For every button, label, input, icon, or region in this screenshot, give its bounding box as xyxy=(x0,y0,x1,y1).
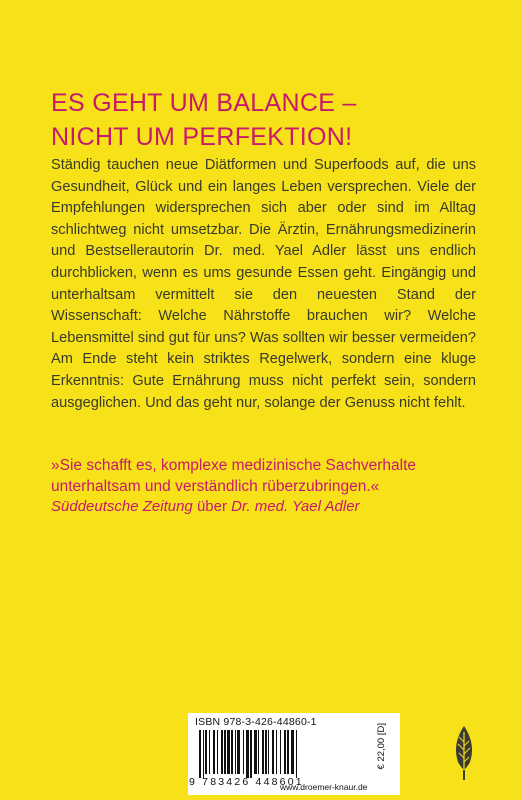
blurb-text: Ständig tauchen neue Diätformen und Superfoods auf, die uns Gesundheit, Glück und ein langes Leben versprechen. Viele der Empfehlungen widersprechen sich aber oder sind im Alltag schlichtweg nicht umsetzbar. Die Ärztin, Ernährungsmedizinerin und Bestsellerautorin Dr. med. Yael Adler lässt uns endlich durchblicken, wenn es ums gesunde Essen geht. Eingängig und unterhaltsam vermittelt sie den neuesten Stand der Wissenschaft: Welche Nährstoffe brauchen wir? Welche Lebensmittel sind gut für uns? Was sollten wir besser vermeiden? Am Ende steht kein striktes Regelwerk, sondern eine kluge Erkenntnis: Gute Ernährung muss nicht perfekt sein, sondern ausgeglichen. Und das geht nur, solange der Genuss nicht fehlt. xyxy=(51,157,476,411)
quote-line-1: »Sie schafft es, komplexe medizinische Sachverhalte xyxy=(51,457,417,474)
barcode-bar xyxy=(276,730,277,774)
barcode-bar xyxy=(262,730,264,774)
ean-first-digit: 9 xyxy=(189,776,198,788)
publisher-url: www.droemer-knaur.de xyxy=(280,782,368,792)
barcode-bar xyxy=(268,730,269,774)
barcode-bar xyxy=(235,730,236,774)
barcode-bar xyxy=(205,730,207,774)
isbn-number: ISBN 978-3-426-44860-1 xyxy=(195,716,317,728)
barcode-bar xyxy=(246,730,249,778)
headline xyxy=(51,86,491,154)
barcode-bar xyxy=(217,730,218,774)
barcode-bar xyxy=(213,730,215,774)
barcode-block xyxy=(188,713,400,795)
barcode-bar xyxy=(243,730,244,774)
ean-left-group: 783426 xyxy=(202,776,251,788)
ean-right-group: 448601 xyxy=(255,776,304,788)
headline-line-2: NICHT UM PERFEKTION! xyxy=(51,123,353,151)
barcode-bar xyxy=(296,730,297,778)
barcode-bar xyxy=(258,730,259,774)
press-quote xyxy=(51,455,491,497)
quote-source xyxy=(51,497,491,517)
barcode-bar xyxy=(231,730,233,774)
leaf-icon xyxy=(452,724,476,782)
source-connector: über xyxy=(192,498,232,515)
barcode-bar xyxy=(254,730,257,774)
barcode-bar xyxy=(280,730,281,774)
barcode-bar xyxy=(227,730,230,774)
quote-line-2: unterhaltsam und verständlich rüberzubringen.« xyxy=(51,478,380,495)
barcode-bar xyxy=(203,730,204,778)
barcode-bar xyxy=(291,730,294,774)
headline-line-1: ES GEHT UM BALANCE – xyxy=(51,89,357,117)
barcode-bar xyxy=(209,730,210,774)
barcode-bar xyxy=(272,730,274,774)
price-label: € 22,00 [D] xyxy=(376,723,387,770)
barcode-bar xyxy=(250,730,252,778)
barcode-bar xyxy=(224,730,226,774)
barcode-bar xyxy=(284,730,286,774)
source-publication: Süddeutsche Zeitung xyxy=(51,498,193,515)
barcode-bar xyxy=(199,730,201,778)
barcode-bar xyxy=(221,730,223,774)
source-author: Dr. med. Yael Adler xyxy=(231,498,360,515)
barcode-bars xyxy=(197,730,367,778)
barcode-bar xyxy=(287,730,289,774)
barcode-bar xyxy=(237,730,240,774)
barcode-bar xyxy=(265,730,267,774)
